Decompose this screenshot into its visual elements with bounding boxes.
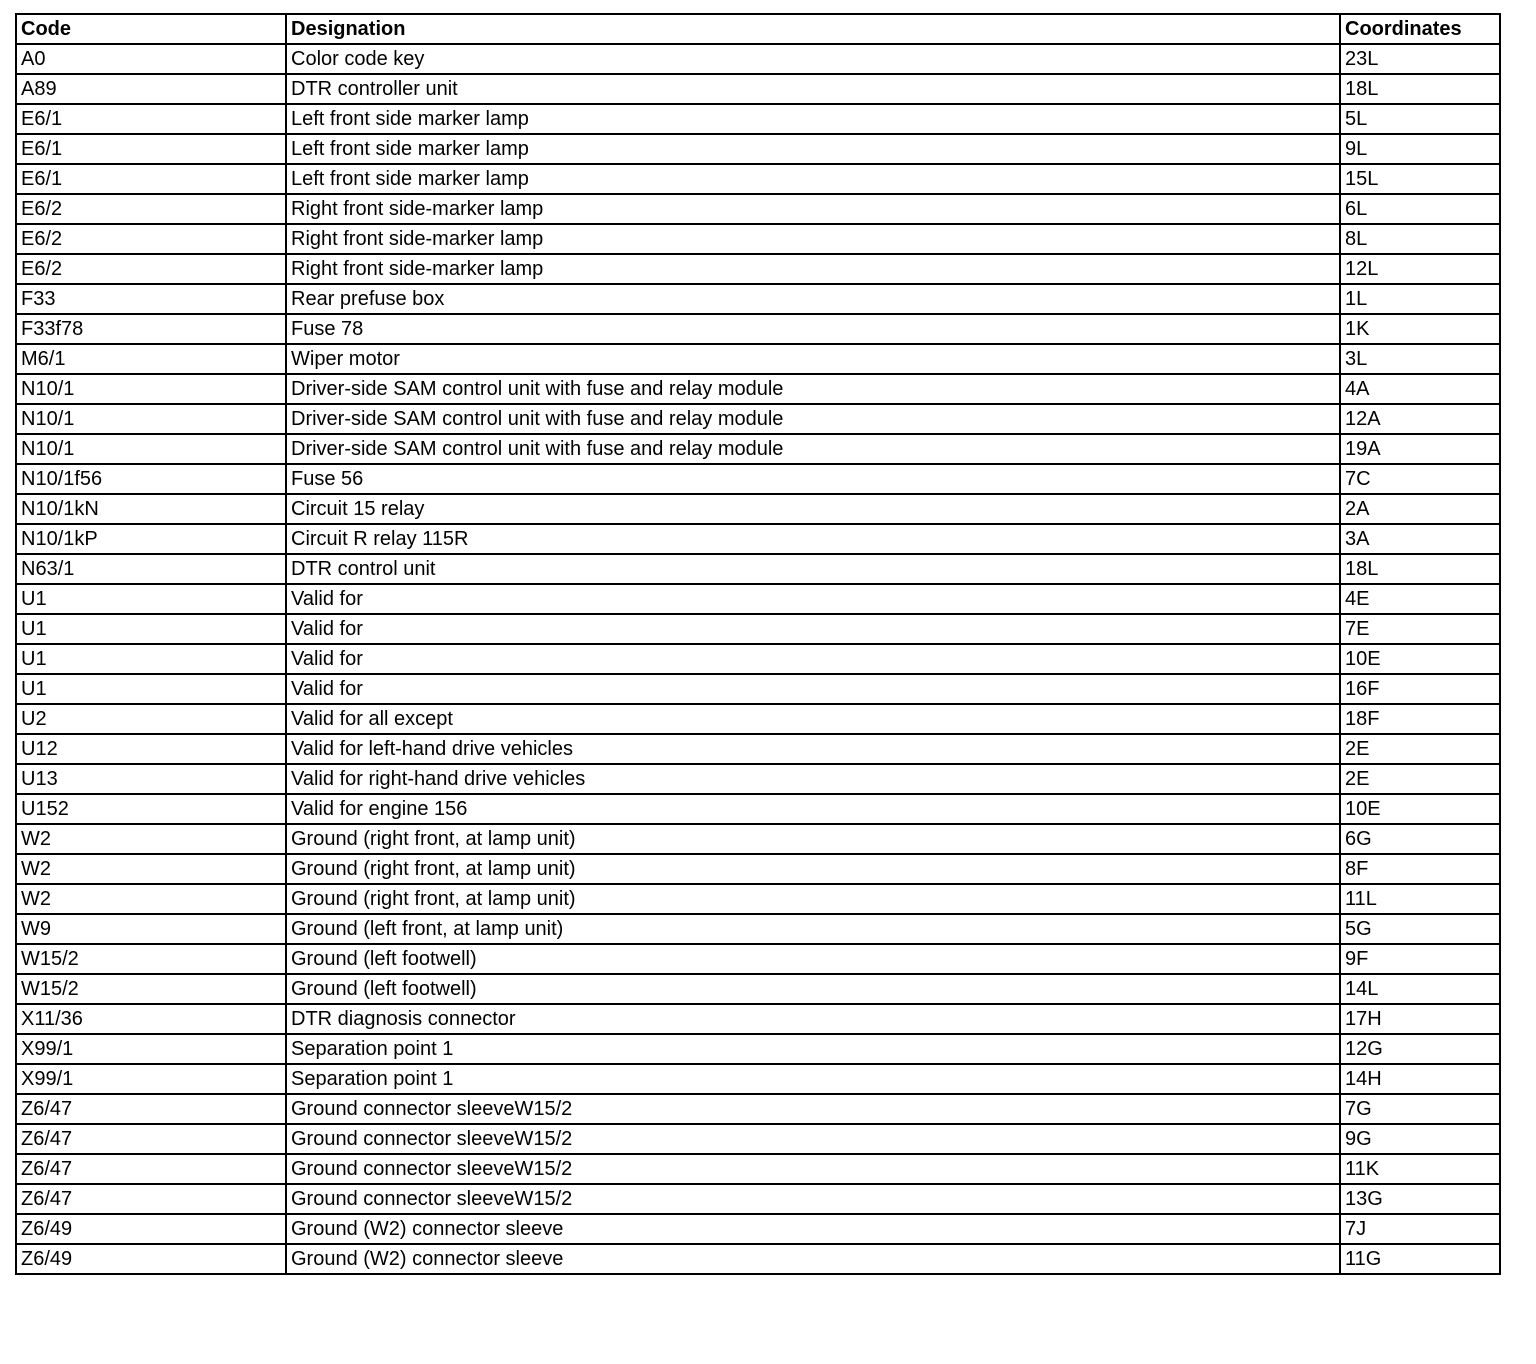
cell-code: N63/1 — [16, 554, 286, 584]
table-row — [16, 314, 1500, 344]
cell-code: N10/1f56 — [16, 464, 286, 494]
table-row — [16, 1214, 1500, 1244]
component-legend-table — [15, 13, 1501, 1275]
cell-code: Z6/47 — [16, 1124, 286, 1154]
table-row — [16, 374, 1500, 404]
table-row — [16, 74, 1500, 104]
cell-code: N10/1 — [16, 434, 286, 464]
cell-designation: Valid for left-hand drive vehicles — [286, 734, 1340, 764]
cell-designation: Valid for — [286, 614, 1340, 644]
cell-designation: Ground connector sleeveW15/2 — [286, 1154, 1340, 1184]
table-row — [16, 164, 1500, 194]
table-row — [16, 404, 1500, 434]
table-row — [16, 1004, 1500, 1034]
cell-designation: Fuse 56 — [286, 464, 1340, 494]
cell-code: U1 — [16, 584, 286, 614]
cell-designation: Ground connector sleeveW15/2 — [286, 1094, 1340, 1124]
cell-designation: Valid for — [286, 674, 1340, 704]
cell-coordinates: 16F — [1340, 674, 1500, 704]
table-row — [16, 1034, 1500, 1064]
table-row — [16, 44, 1500, 74]
cell-coordinates: 18L — [1340, 554, 1500, 584]
cell-designation: Driver-side SAM control unit with fuse and relay module — [286, 374, 1340, 404]
cell-code: W15/2 — [16, 974, 286, 1004]
cell-code: N10/1kN — [16, 494, 286, 524]
cell-designation: Ground (left front, at lamp unit) — [286, 914, 1340, 944]
cell-designation: Valid for all except — [286, 704, 1340, 734]
cell-designation: Separation point 1 — [286, 1064, 1340, 1094]
cell-code: W15/2 — [16, 944, 286, 974]
cell-coordinates: 10E — [1340, 794, 1500, 824]
cell-designation: Ground (W2) connector sleeve — [286, 1244, 1340, 1274]
cell-designation: DTR control unit — [286, 554, 1340, 584]
cell-code: Z6/49 — [16, 1214, 286, 1244]
cell-coordinates: 1L — [1340, 284, 1500, 314]
cell-coordinates: 2A — [1340, 494, 1500, 524]
table-row — [16, 1094, 1500, 1124]
table-row — [16, 434, 1500, 464]
cell-coordinates: 3L — [1340, 344, 1500, 374]
cell-code: E6/2 — [16, 194, 286, 224]
column-header-coordinates: Coordinates — [1340, 14, 1500, 44]
cell-code: X99/1 — [16, 1064, 286, 1094]
cell-coordinates: 12A — [1340, 404, 1500, 434]
table-row — [16, 854, 1500, 884]
cell-designation: Valid for right-hand drive vehicles — [286, 764, 1340, 794]
cell-code: X99/1 — [16, 1034, 286, 1064]
cell-designation: Valid for — [286, 644, 1340, 674]
table-row — [16, 134, 1500, 164]
cell-coordinates: 7E — [1340, 614, 1500, 644]
cell-coordinates: 8L — [1340, 224, 1500, 254]
table-header — [16, 14, 1500, 44]
table-row — [16, 824, 1500, 854]
cell-coordinates: 10E — [1340, 644, 1500, 674]
table-row — [16, 674, 1500, 704]
cell-coordinates: 8F — [1340, 854, 1500, 884]
cell-designation: Color code key — [286, 44, 1340, 74]
cell-code: E6/2 — [16, 224, 286, 254]
cell-code: F33f78 — [16, 314, 286, 344]
cell-designation: Ground connector sleeveW15/2 — [286, 1184, 1340, 1214]
cell-designation: Right front side-marker lamp — [286, 194, 1340, 224]
cell-coordinates: 18L — [1340, 74, 1500, 104]
table-row — [16, 1184, 1500, 1214]
table-row — [16, 584, 1500, 614]
column-header-designation: Designation — [286, 14, 1340, 44]
table-row — [16, 794, 1500, 824]
cell-designation: Left front side marker lamp — [286, 104, 1340, 134]
cell-code: N10/1 — [16, 374, 286, 404]
cell-coordinates: 7C — [1340, 464, 1500, 494]
cell-coordinates: 3A — [1340, 524, 1500, 554]
cell-designation: Valid for — [286, 584, 1340, 614]
cell-coordinates: 12G — [1340, 1034, 1500, 1064]
cell-designation: Ground (left footwell) — [286, 974, 1340, 1004]
table-row — [16, 734, 1500, 764]
cell-coordinates: 6G — [1340, 824, 1500, 854]
table-row — [16, 524, 1500, 554]
cell-designation: Ground (right front, at lamp unit) — [286, 884, 1340, 914]
cell-designation: Right front side-marker lamp — [286, 224, 1340, 254]
table-row — [16, 464, 1500, 494]
cell-code: Z6/47 — [16, 1154, 286, 1184]
cell-code: M6/1 — [16, 344, 286, 374]
table-row — [16, 884, 1500, 914]
cell-designation: Fuse 78 — [286, 314, 1340, 344]
table-row — [16, 554, 1500, 584]
table-row — [16, 944, 1500, 974]
cell-code: U152 — [16, 794, 286, 824]
table-row — [16, 764, 1500, 794]
cell-designation: Ground (left footwell) — [286, 944, 1340, 974]
cell-code: W2 — [16, 884, 286, 914]
cell-coordinates: 14L — [1340, 974, 1500, 1004]
cell-code: U1 — [16, 674, 286, 704]
cell-designation: Right front side-marker lamp — [286, 254, 1340, 284]
cell-designation: Wiper motor — [286, 344, 1340, 374]
cell-designation: DTR diagnosis connector — [286, 1004, 1340, 1034]
cell-coordinates: 18F — [1340, 704, 1500, 734]
table-row — [16, 614, 1500, 644]
cell-code: A89 — [16, 74, 286, 104]
cell-designation: Ground (right front, at lamp unit) — [286, 854, 1340, 884]
cell-coordinates: 4A — [1340, 374, 1500, 404]
table-row — [16, 1244, 1500, 1274]
cell-coordinates: 11G — [1340, 1244, 1500, 1274]
cell-designation: Driver-side SAM control unit with fuse and relay module — [286, 404, 1340, 434]
cell-designation: Left front side marker lamp — [286, 134, 1340, 164]
cell-code: W2 — [16, 824, 286, 854]
cell-coordinates: 17H — [1340, 1004, 1500, 1034]
cell-coordinates: 23L — [1340, 44, 1500, 74]
table-row — [16, 344, 1500, 374]
component-legend-sheet — [15, 13, 1501, 1275]
table-row — [16, 1124, 1500, 1154]
cell-coordinates: 7G — [1340, 1094, 1500, 1124]
header-row — [16, 14, 1500, 44]
cell-coordinates: 12L — [1340, 254, 1500, 284]
cell-designation: Separation point 1 — [286, 1034, 1340, 1064]
cell-code: Z6/49 — [16, 1244, 286, 1274]
cell-designation: Ground (right front, at lamp unit) — [286, 824, 1340, 854]
cell-coordinates: 19A — [1340, 434, 1500, 464]
cell-code: N10/1 — [16, 404, 286, 434]
cell-coordinates: 2E — [1340, 734, 1500, 764]
table-body — [16, 44, 1500, 1274]
cell-code: W9 — [16, 914, 286, 944]
cell-designation: Circuit 15 relay — [286, 494, 1340, 524]
table-row — [16, 284, 1500, 314]
cell-code: A0 — [16, 44, 286, 74]
cell-code: E6/1 — [16, 134, 286, 164]
cell-designation: Rear prefuse box — [286, 284, 1340, 314]
table-row — [16, 1154, 1500, 1184]
table-row — [16, 1064, 1500, 1094]
cell-designation: DTR controller unit — [286, 74, 1340, 104]
cell-coordinates: 5G — [1340, 914, 1500, 944]
cell-code: E6/1 — [16, 164, 286, 194]
cell-coordinates: 13G — [1340, 1184, 1500, 1214]
cell-code: F33 — [16, 284, 286, 314]
cell-designation: Left front side marker lamp — [286, 164, 1340, 194]
cell-coordinates: 6L — [1340, 194, 1500, 224]
table-row — [16, 704, 1500, 734]
cell-code: U12 — [16, 734, 286, 764]
cell-code: U13 — [16, 764, 286, 794]
cell-code: U1 — [16, 614, 286, 644]
cell-coordinates: 9L — [1340, 134, 1500, 164]
cell-coordinates: 5L — [1340, 104, 1500, 134]
cell-coordinates: 14H — [1340, 1064, 1500, 1094]
cell-coordinates: 15L — [1340, 164, 1500, 194]
cell-code: U1 — [16, 644, 286, 674]
cell-coordinates: 1K — [1340, 314, 1500, 344]
table-row — [16, 194, 1500, 224]
cell-code: E6/1 — [16, 104, 286, 134]
cell-code: W2 — [16, 854, 286, 884]
cell-coordinates: 11L — [1340, 884, 1500, 914]
cell-code: X11/36 — [16, 1004, 286, 1034]
table-row — [16, 914, 1500, 944]
cell-coordinates: 9G — [1340, 1124, 1500, 1154]
cell-coordinates: 2E — [1340, 764, 1500, 794]
cell-code: E6/2 — [16, 254, 286, 284]
cell-code: Z6/47 — [16, 1184, 286, 1214]
cell-coordinates: 9F — [1340, 944, 1500, 974]
column-header-code: Code — [16, 14, 286, 44]
cell-code: U2 — [16, 704, 286, 734]
cell-coordinates: 7J — [1340, 1214, 1500, 1244]
table-row — [16, 974, 1500, 1004]
table-row — [16, 254, 1500, 284]
cell-coordinates: 4E — [1340, 584, 1500, 614]
table-row — [16, 104, 1500, 134]
table-row — [16, 224, 1500, 254]
cell-designation: Ground connector sleeveW15/2 — [286, 1124, 1340, 1154]
cell-designation: Valid for engine 156 — [286, 794, 1340, 824]
cell-designation: Driver-side SAM control unit with fuse and relay module — [286, 434, 1340, 464]
cell-designation: Ground (W2) connector sleeve — [286, 1214, 1340, 1244]
cell-designation: Circuit R relay 115R — [286, 524, 1340, 554]
cell-code: N10/1kP — [16, 524, 286, 554]
cell-coordinates: 11K — [1340, 1154, 1500, 1184]
table-row — [16, 644, 1500, 674]
table-row — [16, 494, 1500, 524]
cell-code: Z6/47 — [16, 1094, 286, 1124]
